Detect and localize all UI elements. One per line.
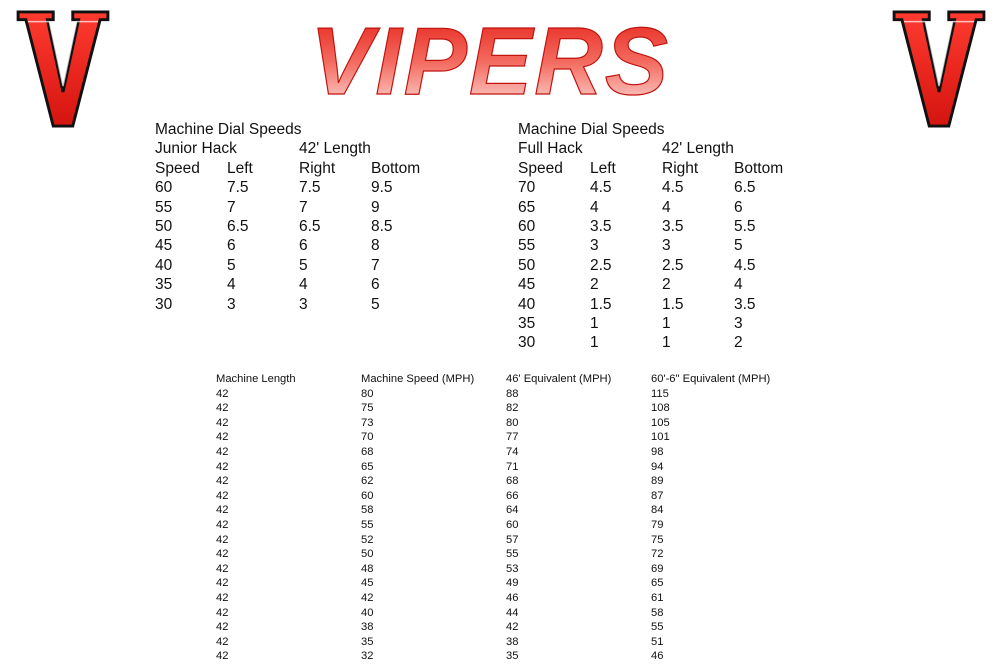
table-cell: 1 <box>590 314 599 332</box>
table-cell: 42 <box>216 489 229 502</box>
table-cell: 53 <box>506 562 519 575</box>
table-cell: 70 <box>518 179 536 197</box>
full-hack-title-row <box>518 120 814 139</box>
table-cell: 3 <box>734 314 743 332</box>
table-cell: 38 <box>361 621 374 634</box>
table-cell: 60 <box>155 179 173 197</box>
table-cell: 4 <box>734 276 743 294</box>
table-cell: 4.5 <box>734 256 756 274</box>
vipers-wordmark-text: VIPERS <box>310 8 670 115</box>
table-cell: 98 <box>651 445 664 458</box>
table-cell: 72 <box>651 548 664 561</box>
table-cell: 46 <box>506 591 519 604</box>
column-header: Left <box>227 159 253 177</box>
table-row <box>518 198 814 217</box>
table-row <box>216 562 791 577</box>
table-cell: 58 <box>651 606 664 619</box>
table-cell: 1.5 <box>590 295 612 313</box>
table-cell: 42 <box>216 548 229 561</box>
table-cell: 2.5 <box>662 256 684 274</box>
column-header: Right <box>662 159 699 177</box>
table-row <box>216 489 791 504</box>
table-cell: 55 <box>155 198 173 216</box>
column-header: Right <box>299 159 336 177</box>
table-cell: 3 <box>590 237 599 255</box>
table-cell: 55 <box>506 548 519 561</box>
table-row <box>216 606 791 621</box>
table-cell: 9 <box>371 198 380 216</box>
full-hack-subtitle: Full Hack <box>518 140 583 158</box>
table-cell: 51 <box>651 635 664 648</box>
column-header: Machine Speed (MPH) <box>361 373 475 385</box>
table-cell: 42 <box>216 387 229 400</box>
column-header: Bottom <box>734 159 784 177</box>
table-cell: 32 <box>361 650 374 663</box>
table-cell: 5 <box>371 295 380 313</box>
table-cell: 42 <box>216 635 229 648</box>
table-cell: 6 <box>299 237 308 255</box>
table-row <box>155 178 451 197</box>
table-cell: 80 <box>361 387 374 400</box>
table-cell: 60 <box>361 489 374 502</box>
table-row <box>216 445 791 460</box>
table-cell: 6.5 <box>734 179 756 197</box>
table-cell: 3.5 <box>734 295 756 313</box>
table-row <box>518 217 814 236</box>
table-cell: 2 <box>734 334 743 352</box>
table-cell: 42 <box>216 445 229 458</box>
table-row <box>155 198 451 217</box>
full-hack-header-row <box>518 159 814 178</box>
junior-hack-dial-table <box>155 120 451 314</box>
table-cell: 60 <box>506 518 519 531</box>
table-cell: 6.5 <box>227 217 249 235</box>
table-cell: 45 <box>361 577 374 590</box>
table-cell: 38 <box>506 635 519 648</box>
table-cell: 42 <box>216 475 229 488</box>
table-cell: 42 <box>216 518 229 531</box>
equivalent-header-row <box>216 372 791 387</box>
table-row <box>216 518 791 533</box>
table-cell: 75 <box>361 402 374 415</box>
table-cell: 42 <box>216 533 229 546</box>
table-cell: 6 <box>227 237 236 255</box>
table-cell: 42 <box>216 577 229 590</box>
table-cell: 35 <box>506 650 519 663</box>
table-cell: 42 <box>216 504 229 517</box>
table-row <box>216 533 791 548</box>
table-cell: 8 <box>371 237 380 255</box>
table-cell: 71 <box>506 460 519 473</box>
column-header: Machine Length <box>216 373 296 385</box>
table-cell: 115 <box>651 387 669 400</box>
table-cell: 57 <box>506 533 519 546</box>
table-cell: 55 <box>361 518 374 531</box>
table-cell: 5 <box>734 237 743 255</box>
table-cell: 66 <box>506 489 519 502</box>
table-cell: 80 <box>506 416 519 429</box>
table-cell: 7 <box>227 198 236 216</box>
table-cell: 4 <box>590 198 599 216</box>
table-cell: 40 <box>155 256 173 274</box>
table-cell: 5 <box>299 256 308 274</box>
table-cell: 45 <box>518 276 536 294</box>
table-cell: 30 <box>155 295 173 313</box>
table-cell: 42 <box>216 460 229 473</box>
table-cell: 62 <box>361 475 374 488</box>
column-header: Speed <box>518 159 563 177</box>
junior-hack-rows <box>155 178 451 314</box>
table-cell: 48 <box>361 562 374 575</box>
table-cell: 75 <box>651 533 664 546</box>
junior-hack-title-row <box>155 120 451 139</box>
table-cell: 50 <box>361 548 374 561</box>
table-row <box>216 474 791 489</box>
table-row <box>216 576 791 591</box>
table-cell: 88 <box>506 387 519 400</box>
table-cell: 74 <box>506 445 519 458</box>
table-cell: 6.5 <box>299 217 321 235</box>
table-cell: 3 <box>299 295 308 313</box>
table-cell: 68 <box>361 445 374 458</box>
table-cell: 84 <box>651 504 664 517</box>
table-cell: 55 <box>518 237 536 255</box>
table-cell: 1 <box>662 314 671 332</box>
table-cell: 42 <box>216 562 229 575</box>
table-cell: 108 <box>651 402 670 415</box>
table-cell: 58 <box>361 504 374 517</box>
full-hack-length: 42' Length <box>662 140 734 158</box>
table-cell: 77 <box>506 431 519 444</box>
table-cell: 69 <box>651 562 664 575</box>
table-cell: 61 <box>651 591 664 604</box>
table-cell: 42 <box>361 591 374 604</box>
table-cell: 70 <box>361 431 374 444</box>
table-cell: 3 <box>227 295 236 313</box>
junior-hack-subtitle-row <box>155 139 451 158</box>
table-cell: 4 <box>227 276 236 294</box>
table-cell: 3.5 <box>590 217 612 235</box>
table-cell: 105 <box>651 416 670 429</box>
table-row <box>518 275 814 294</box>
table-cell: 42 <box>216 591 229 604</box>
table-cell: 87 <box>651 489 664 502</box>
table-row <box>216 387 791 402</box>
table-cell: 73 <box>361 416 374 429</box>
junior-hack-header-row <box>155 159 451 178</box>
junior-hack-subtitle: Junior Hack <box>155 140 237 158</box>
table-cell: 2.5 <box>590 256 612 274</box>
table-cell: 6 <box>734 198 743 216</box>
table-row <box>518 295 814 314</box>
table-cell: 42 <box>216 431 229 444</box>
table-cell: 42 <box>216 416 229 429</box>
table-cell: 5 <box>227 256 236 274</box>
table-cell: 42 <box>216 621 229 634</box>
table-cell: 42 <box>216 606 229 619</box>
v-logo-left-icon <box>14 8 112 130</box>
table-row <box>216 401 791 416</box>
table-row <box>155 295 451 314</box>
full-hack-title: Machine Dial Speeds <box>518 121 665 138</box>
table-cell: 1.5 <box>662 295 684 313</box>
table-cell: 60 <box>518 217 536 235</box>
v-logo-right-icon <box>890 8 988 130</box>
table-row <box>155 256 451 275</box>
table-cell: 65 <box>651 577 664 590</box>
junior-hack-length: 42' Length <box>299 140 371 158</box>
table-cell: 65 <box>361 460 374 473</box>
table-cell: 7.5 <box>227 179 249 197</box>
table-cell: 4.5 <box>662 179 684 197</box>
table-cell: 2 <box>662 276 671 294</box>
table-row <box>216 635 791 650</box>
table-cell: 42 <box>506 621 519 634</box>
table-cell: 64 <box>506 504 519 517</box>
table-row <box>155 236 451 255</box>
table-row <box>518 314 814 333</box>
table-cell: 6 <box>371 276 380 294</box>
table-cell: 8.5 <box>371 217 393 235</box>
table-cell: 7 <box>299 198 308 216</box>
table-cell: 46 <box>651 650 664 663</box>
table-cell: 55 <box>651 621 664 634</box>
table-cell: 7 <box>371 256 380 274</box>
table-row <box>518 333 814 352</box>
table-cell: 65 <box>518 198 536 216</box>
table-cell: 40 <box>361 606 374 619</box>
full-hack-rows <box>518 178 814 353</box>
table-cell: 68 <box>506 475 519 488</box>
vipers-wordmark-logo <box>305 2 675 117</box>
table-cell: 4.5 <box>590 179 612 197</box>
table-row <box>216 591 791 606</box>
table-cell: 50 <box>518 256 536 274</box>
column-header: 60'-6" Equivalent (MPH) <box>651 373 771 385</box>
table-cell: 42 <box>216 402 229 415</box>
table-row <box>216 460 791 475</box>
junior-hack-title: Machine Dial Speeds <box>155 121 302 138</box>
table-cell: 35 <box>361 635 374 648</box>
equivalent-rows <box>216 387 791 664</box>
table-row <box>155 275 451 294</box>
table-row <box>216 620 791 635</box>
table-cell: 40 <box>518 295 536 313</box>
speed-equivalent-table <box>216 372 791 664</box>
table-row <box>216 416 791 431</box>
column-header: Left <box>590 159 616 177</box>
table-row <box>216 649 791 664</box>
column-header: 46' Equivalent (MPH) <box>506 373 612 385</box>
table-row <box>518 256 814 275</box>
table-cell: 79 <box>651 518 664 531</box>
table-cell: 35 <box>155 276 173 294</box>
table-row <box>216 547 791 562</box>
table-cell: 45 <box>155 237 173 255</box>
table-cell: 7.5 <box>299 179 321 197</box>
table-row <box>216 503 791 518</box>
table-cell: 82 <box>506 402 519 415</box>
table-cell: 5.5 <box>734 217 756 235</box>
table-cell: 101 <box>651 431 670 444</box>
table-row <box>155 217 451 236</box>
column-header: Speed <box>155 159 200 177</box>
table-cell: 2 <box>590 276 599 294</box>
table-cell: 1 <box>590 334 599 352</box>
column-header: Bottom <box>371 159 421 177</box>
table-cell: 52 <box>361 533 374 546</box>
table-cell: 89 <box>651 475 664 488</box>
table-cell: 3 <box>662 237 671 255</box>
full-hack-dial-table <box>518 120 814 353</box>
table-cell: 42 <box>216 650 229 663</box>
table-cell: 9.5 <box>371 179 393 197</box>
full-hack-subtitle-row <box>518 139 814 158</box>
table-cell: 44 <box>506 606 519 619</box>
table-row <box>518 178 814 197</box>
table-row <box>518 236 814 255</box>
table-cell: 4 <box>299 276 308 294</box>
table-cell: 30 <box>518 334 536 352</box>
table-row <box>216 430 791 445</box>
table-cell: 4 <box>662 198 671 216</box>
table-cell: 1 <box>662 334 671 352</box>
table-cell: 3.5 <box>662 217 684 235</box>
table-cell: 35 <box>518 314 536 332</box>
table-cell: 49 <box>506 577 519 590</box>
table-cell: 50 <box>155 217 173 235</box>
table-cell: 94 <box>651 460 664 473</box>
